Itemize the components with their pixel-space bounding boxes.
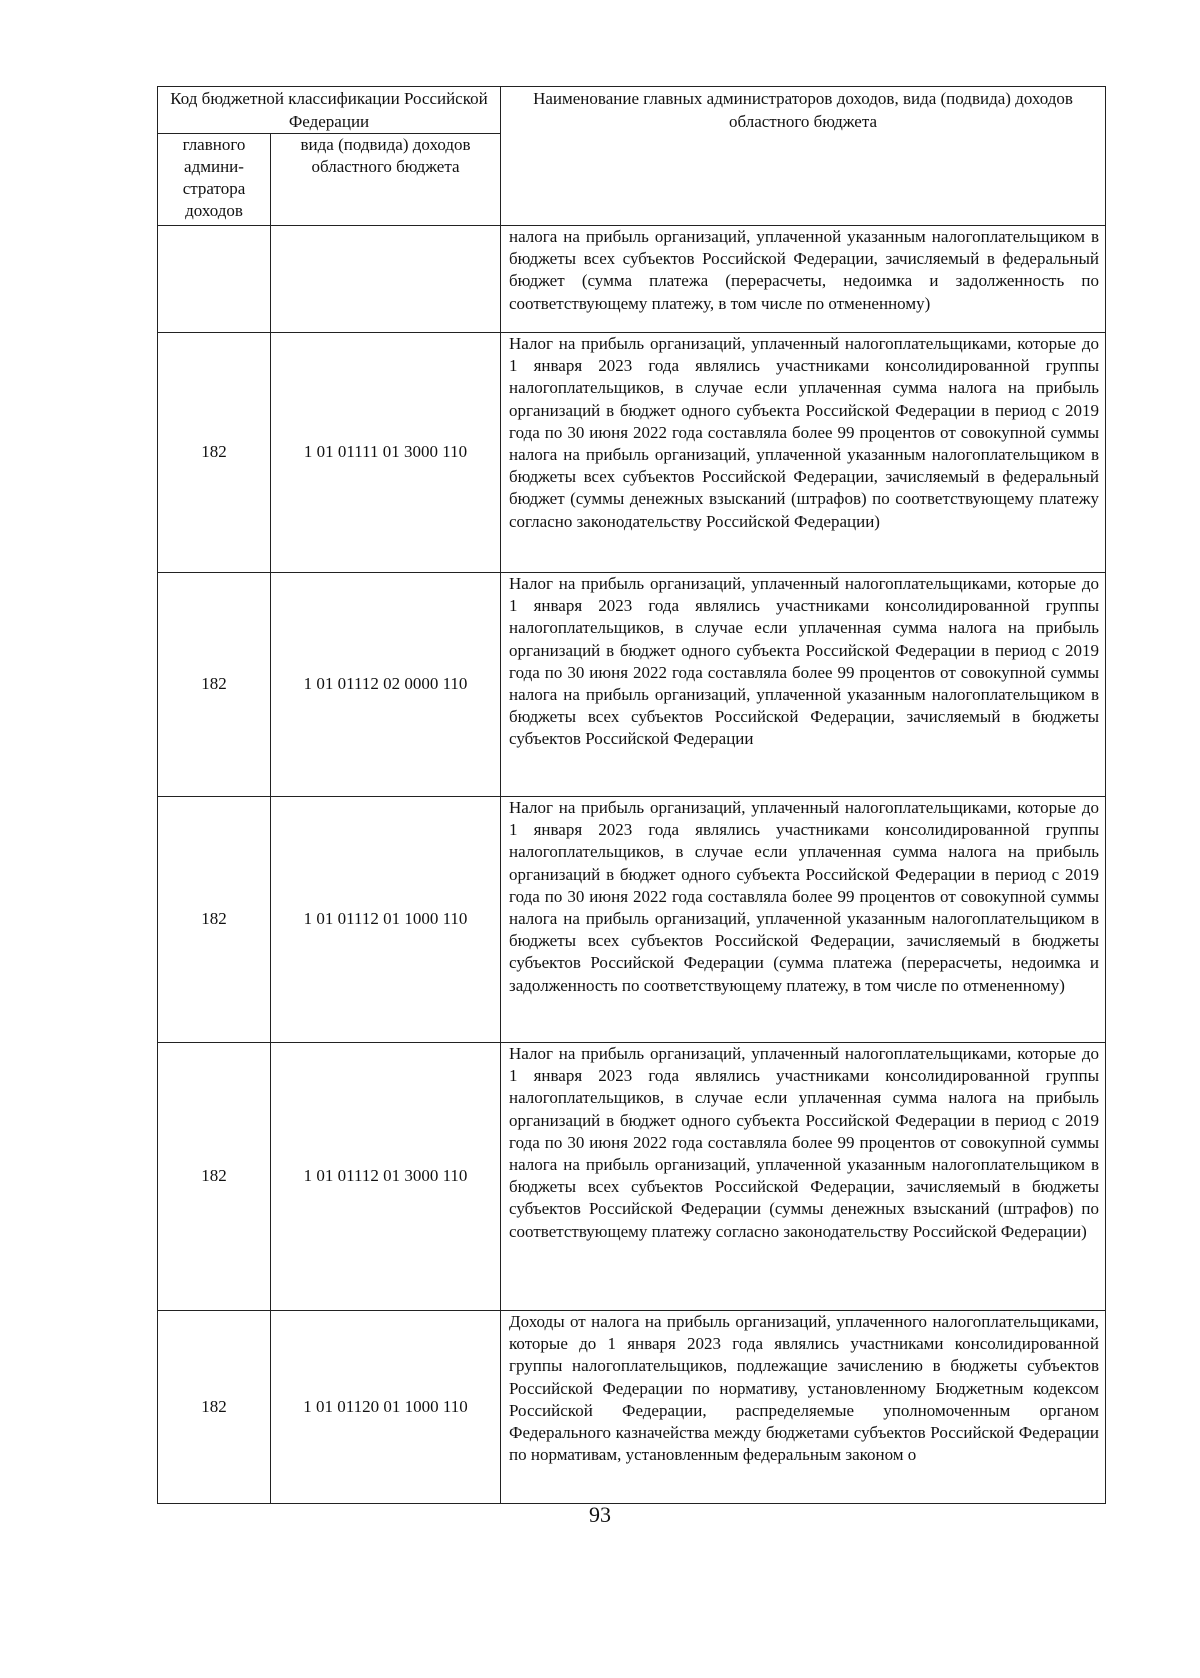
admin-code-cell: 182 xyxy=(158,797,271,1043)
income-code-cell: 1 01 01112 02 0000 110 xyxy=(271,573,501,797)
description-cell: Налог на прибыль организаций, уплаченный налогоплательщиками, которые до 1 января 2023 года являлись участниками консолидированной группы налогоплательщиков, в случае если уплаченная сумма налога на прибыль организаций в бюджет одного субъекта Российской Федерации в период с 2019 года по 30 июня 2022 года составляла более 99 процентов от совокупной суммы налога на прибыль организаций, уплаченной указанным налогоплательщиком в бюджеты всех субъектов Российской Федерации, зачисляемый в бюджеты субъектов Российской Федерации (сумма платежа (перерасчеты, недоимка и задолженность по соответствующему платежу, в том числе по отмененному) xyxy=(501,797,1106,1043)
admin-code-cell: 182 xyxy=(158,1311,271,1504)
description-cell: Налог на прибыль организаций, уплаченный налогоплательщиками, которые до 1 января 2023 года являлись участниками консолидированной группы налогоплательщиков, в случае если уплаченная сумма налога на прибыль организаций в бюджет одного субъекта Российской Федерации в период с 2019 года по 30 июня 2022 года составляла более 99 процентов от совокупной суммы налога на прибыль организаций, уплаченной указанным налогоплательщиком в бюджеты всех субъектов Российской Федерации, зачисляемый в бюджеты субъектов Российской Федерации xyxy=(501,573,1106,797)
admin-code-cell: 182 xyxy=(158,1043,271,1311)
income-code-cell: 1 01 01120 01 1000 110 xyxy=(271,1311,501,1504)
header-code-group: Код бюджетной классификации Российской Федерации xyxy=(158,87,501,134)
budget-classification-table xyxy=(157,86,1106,1504)
income-code-cell: 1 01 01112 01 3000 110 xyxy=(271,1043,501,1311)
table-row xyxy=(158,573,1106,797)
table-row xyxy=(158,333,1106,573)
table-row xyxy=(158,1043,1106,1311)
table-header-row xyxy=(158,87,1106,134)
page-number: 93 xyxy=(589,1502,611,1527)
income-code-cell: 1 01 01111 01 3000 110 xyxy=(271,333,501,573)
income-code-cell xyxy=(271,226,501,333)
table-row xyxy=(158,1311,1106,1504)
admin-code-cell xyxy=(158,226,271,333)
description-cell: налога на прибыль организаций, уплаченной указанным налогоплательщиком в бюджеты всех субъектов Российской Федерации, зачисляемый в федеральный бюджет (сумма платежа (перерасчеты, недоимка и задолженность по соответствующему платежу, в том числе по отмененному) xyxy=(501,226,1106,333)
admin-code-cell: 182 xyxy=(158,573,271,797)
header-name-column: Наименование главных администраторов доходов, вида (подвида) доходов областного бюджета xyxy=(501,87,1106,226)
header-admin-column: главного админи-стратора доходов xyxy=(158,134,271,226)
table-row xyxy=(158,226,1106,333)
income-code-cell: 1 01 01112 01 1000 110 xyxy=(271,797,501,1043)
description-cell: Доходы от налога на прибыль организаций, уплаченного налогоплательщиками, которые до 1 января 2023 года являлись участниками консолидированной группы налогоплательщиков, подлежащие зачислению в бюджеты субъектов Российской Федерации по нормативу, установленному Бюджетным кодексом Российской Федерации, распределяемые уполномоченным органом Федерального казначейства между бюджетами субъектов Российской Федерации по нормативам, установленным федеральным законом о xyxy=(501,1311,1106,1504)
header-type-column: вида (подвида) доходов областного бюджета xyxy=(271,134,501,226)
admin-code-cell: 182 xyxy=(158,333,271,573)
table-row xyxy=(158,797,1106,1043)
description-cell: Налог на прибыль организаций, уплаченный налогоплательщиками, которые до 1 января 2023 года являлись участниками консолидированной группы налогоплательщиков, в случае если уплаченная сумма налога на прибыль организаций в бюджет одного субъекта Российской Федерации в период с 2019 года по 30 июня 2022 года составляла более 99 процентов от совокупной суммы налога на прибыль организаций, уплаченной указанным налогоплательщиком в бюджеты всех субъектов Российской Федерации, зачисляемый в бюджеты субъектов Российской Федерации (суммы денежных взысканий (штрафов) по соответствующему платежу согласно законодательству Российской Федерации) xyxy=(501,1043,1106,1311)
description-cell: Налог на прибыль организаций, уплаченный налогоплательщиками, которые до 1 января 2023 года являлись участниками консолидированной группы налогоплательщиков, в случае если уплаченная сумма налога на прибыль организаций в бюджет одного субъекта Российской Федерации в период с 2019 года по 30 июня 2022 года составляла более 99 процентов от совокупной суммы налога на прибыль организаций, уплаченной указанным налогоплательщиком в бюджеты всех субъектов Российской Федерации, зачисляемый в федеральный бюджет (суммы денежных взысканий (штрафов) по соответствующему платежу согласно законодательству Российской Федерации) xyxy=(501,333,1106,573)
